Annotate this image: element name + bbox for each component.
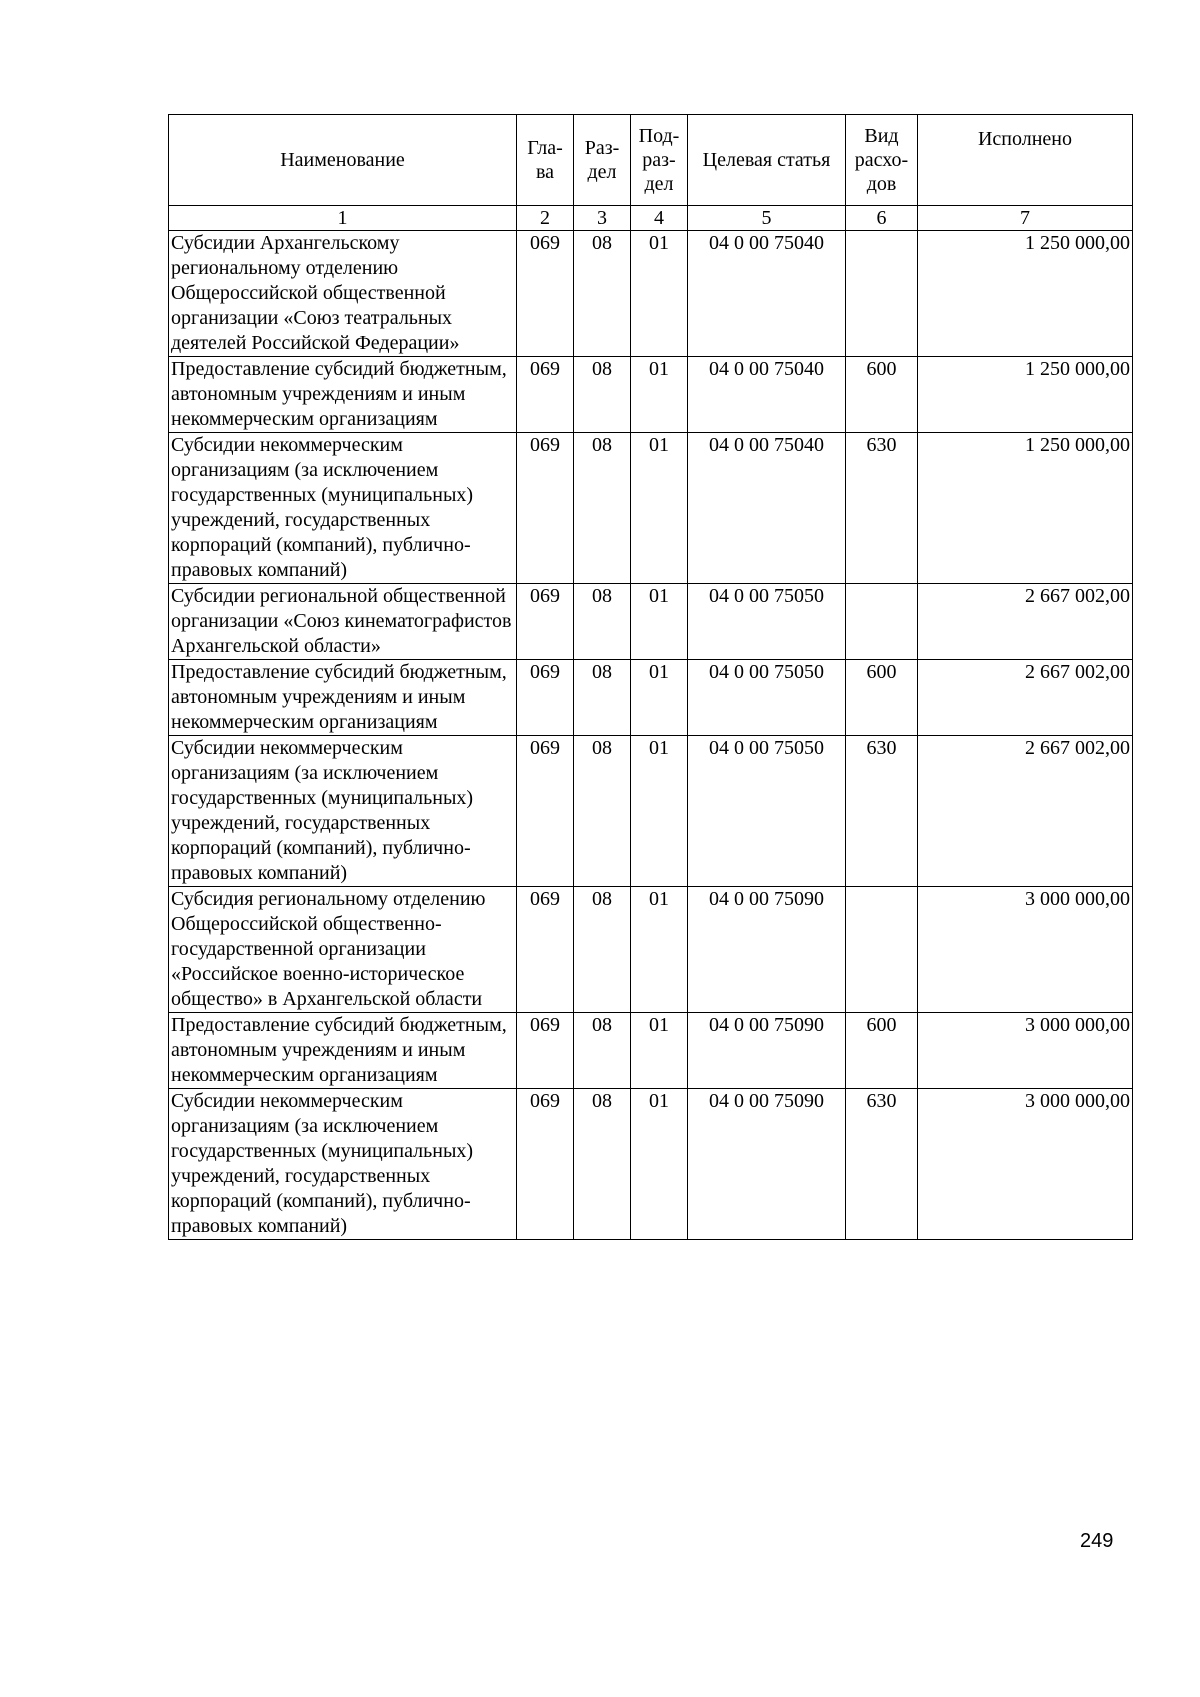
- column-number: 5: [688, 206, 846, 231]
- row-podrazdel: 01: [631, 584, 688, 660]
- row-podrazdel: 01: [631, 1089, 688, 1240]
- row-executed-amount: 2 667 002,00: [918, 736, 1133, 887]
- row-name: Субсидия региональному отделению Общероссийской общественно-государственной организации «Российское военно-историческое общество» в Архангельской области: [169, 887, 517, 1013]
- header-podrazdel: Под- раз- дел: [631, 115, 688, 206]
- row-name: Предоставление субсидий бюджетным, автономным учреждениям и иным некоммерческим организациям: [169, 1013, 517, 1089]
- row-expense-type: 630: [846, 433, 918, 584]
- column-number-row: [169, 206, 1133, 231]
- header-razdel: Раз- дел: [574, 115, 631, 206]
- column-number: 6: [846, 206, 918, 231]
- table-row: [169, 660, 1133, 736]
- row-name: Субсидии некоммерческим организациям (за исключением государственных (муниципальных) учреждений, государственных корпораций (компаний), публично-правовых компаний): [169, 1089, 517, 1240]
- row-executed-amount: 1 250 000,00: [918, 231, 1133, 357]
- row-glava: 069: [517, 231, 574, 357]
- row-expense-type: 600: [846, 660, 918, 736]
- table-row: [169, 887, 1133, 1013]
- column-number: 2: [517, 206, 574, 231]
- row-razdel: 08: [574, 660, 631, 736]
- header-row: [169, 115, 1133, 206]
- column-number: 3: [574, 206, 631, 231]
- row-expense-type: 600: [846, 357, 918, 433]
- row-target-article: 04 0 00 75040: [688, 231, 846, 357]
- row-podrazdel: 01: [631, 1013, 688, 1089]
- row-expense-type: 600: [846, 1013, 918, 1089]
- table-row: [169, 584, 1133, 660]
- table-row: [169, 231, 1133, 357]
- row-expense-type: 630: [846, 736, 918, 887]
- row-target-article: 04 0 00 75040: [688, 357, 846, 433]
- header-target-article: Целевая статья: [688, 115, 846, 206]
- row-razdel: 08: [574, 433, 631, 584]
- row-razdel: 08: [574, 231, 631, 357]
- table-row: [169, 1013, 1133, 1089]
- row-expense-type: [846, 231, 918, 357]
- row-glava: 069: [517, 887, 574, 1013]
- row-executed-amount: 3 000 000,00: [918, 1089, 1133, 1240]
- row-glava: 069: [517, 660, 574, 736]
- table-row: [169, 433, 1133, 584]
- row-expense-type: 630: [846, 1089, 918, 1240]
- row-target-article: 04 0 00 75050: [688, 660, 846, 736]
- row-name: Предоставление субсидий бюджетным, автономным учреждениям и иным некоммерческим организациям: [169, 357, 517, 433]
- row-executed-amount: 3 000 000,00: [918, 1013, 1133, 1089]
- row-executed-amount: 1 250 000,00: [918, 433, 1133, 584]
- row-target-article: 04 0 00 75090: [688, 1089, 846, 1240]
- column-number: 7: [918, 206, 1133, 231]
- row-executed-amount: 3 000 000,00: [918, 887, 1133, 1013]
- table-row: [169, 736, 1133, 887]
- row-glava: 069: [517, 1013, 574, 1089]
- row-executed-amount: 2 667 002,00: [918, 660, 1133, 736]
- row-target-article: 04 0 00 75090: [688, 1013, 846, 1089]
- row-executed-amount: 2 667 002,00: [918, 584, 1133, 660]
- row-razdel: 08: [574, 736, 631, 887]
- row-glava: 069: [517, 1089, 574, 1240]
- table-row: [169, 1089, 1133, 1240]
- row-name: Субсидии некоммерческим организациям (за исключением государственных (муниципальных) учреждений, государственных корпораций (компаний), публично-правовых компаний): [169, 433, 517, 584]
- table-body: [169, 231, 1133, 1240]
- row-executed-amount: 1 250 000,00: [918, 357, 1133, 433]
- row-glava: 069: [517, 357, 574, 433]
- row-razdel: 08: [574, 357, 631, 433]
- row-razdel: 08: [574, 887, 631, 1013]
- row-razdel: 08: [574, 1013, 631, 1089]
- row-glava: 069: [517, 584, 574, 660]
- row-glava: 069: [517, 433, 574, 584]
- row-razdel: 08: [574, 1089, 631, 1240]
- row-razdel: 08: [574, 584, 631, 660]
- row-target-article: 04 0 00 75050: [688, 584, 846, 660]
- row-expense-type: [846, 584, 918, 660]
- row-glava: 069: [517, 736, 574, 887]
- budget-execution-table: [168, 114, 1133, 1240]
- header-name: Наименование: [169, 115, 517, 206]
- page-number: 249: [1080, 1530, 1114, 1552]
- column-number: 1: [169, 206, 517, 231]
- row-podrazdel: 01: [631, 887, 688, 1013]
- row-podrazdel: 01: [631, 357, 688, 433]
- row-name: Предоставление субсидий бюджетным, автономным учреждениям и иным некоммерческим организациям: [169, 660, 517, 736]
- row-name: Субсидии региональной общественной организации «Союз кинематографистов Архангельской области»: [169, 584, 517, 660]
- column-number: 4: [631, 206, 688, 231]
- row-name: Субсидии некоммерческим организациям (за исключением государственных (муниципальных) учреждений, государственных корпораций (компаний), публично-правовых компаний): [169, 736, 517, 887]
- row-target-article: 04 0 00 75090: [688, 887, 846, 1013]
- header-expense-type: Вид расхо- дов: [846, 115, 918, 206]
- table-row: [169, 357, 1133, 433]
- row-target-article: 04 0 00 75050: [688, 736, 846, 887]
- row-podrazdel: 01: [631, 231, 688, 357]
- row-target-article: 04 0 00 75040: [688, 433, 846, 584]
- row-name: Субсидии Архангельскому региональному отделению Общероссийской общественной организации «Союз театральных деятелей Российской Федерации»: [169, 231, 517, 357]
- header-executed: Исполнено: [918, 115, 1133, 206]
- row-expense-type: [846, 887, 918, 1013]
- row-podrazdel: 01: [631, 736, 688, 887]
- row-podrazdel: 01: [631, 660, 688, 736]
- row-podrazdel: 01: [631, 433, 688, 584]
- header-glava: Гла- ва: [517, 115, 574, 206]
